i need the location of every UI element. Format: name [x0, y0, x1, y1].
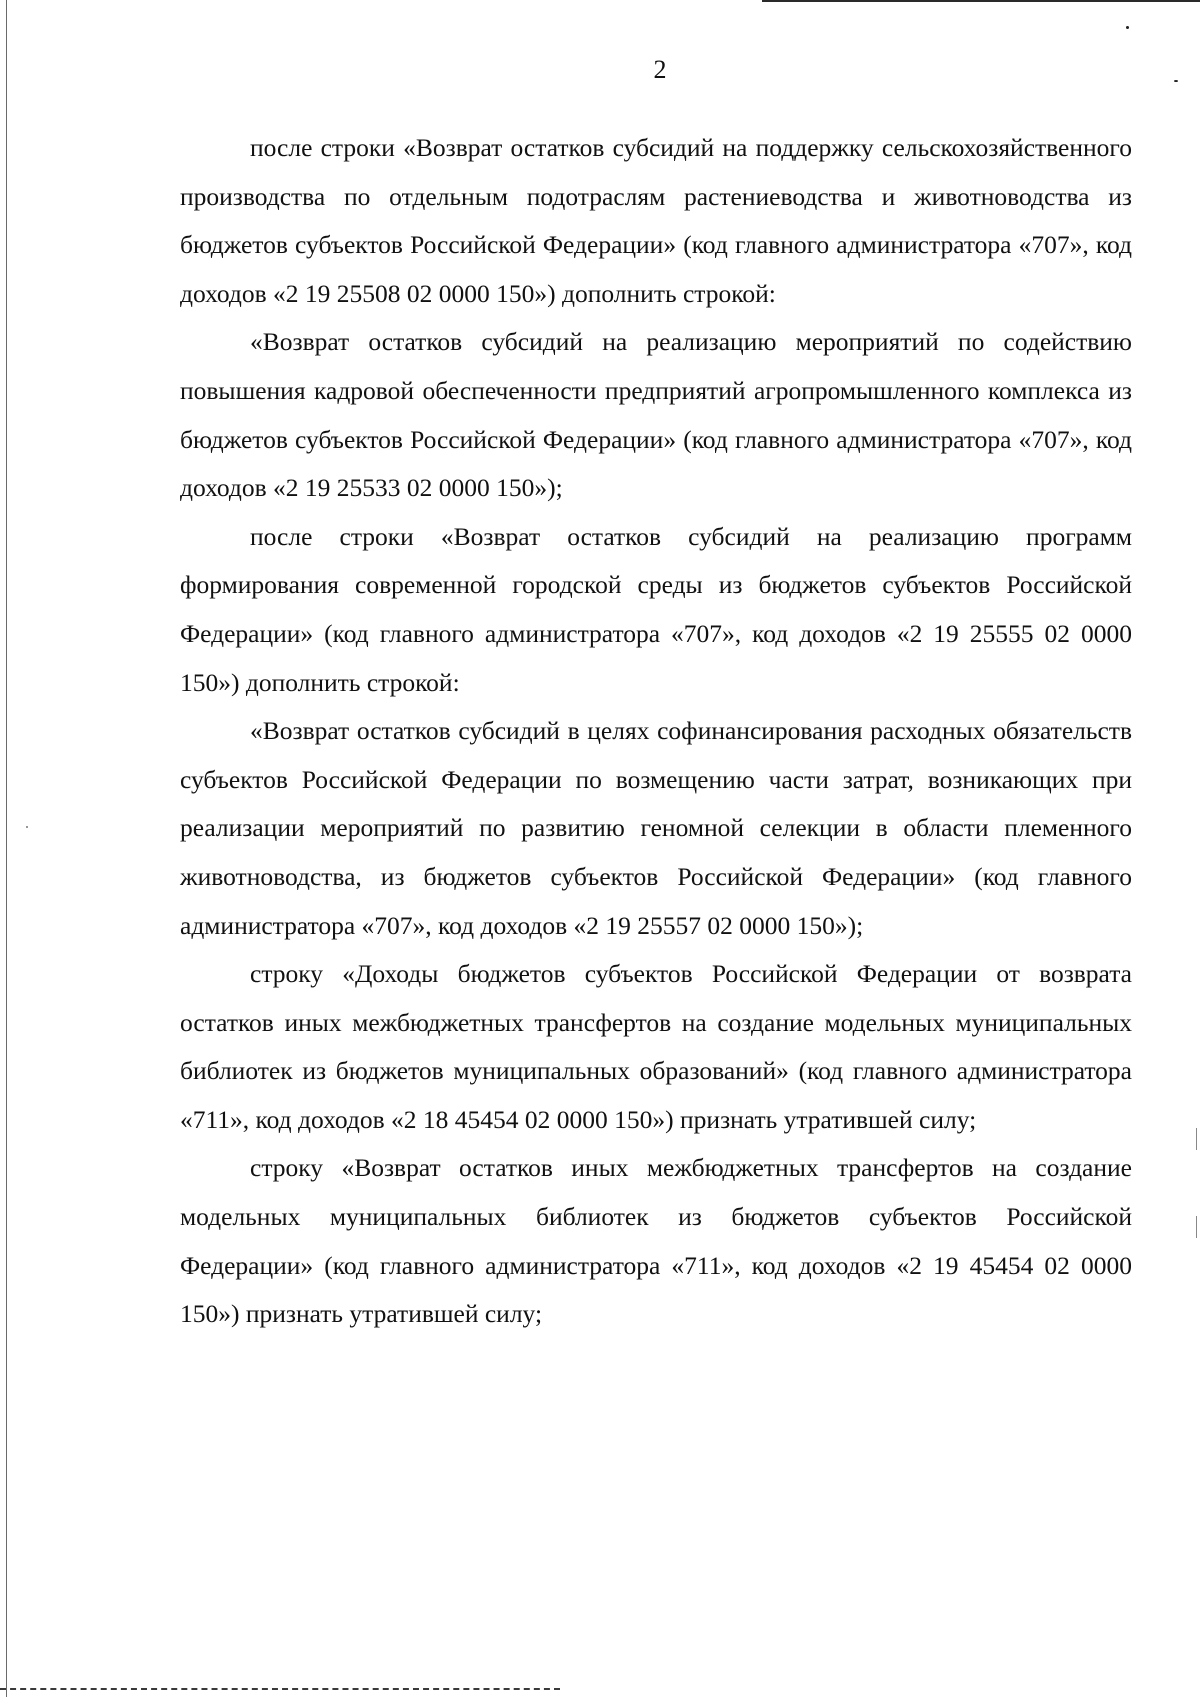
- paragraph: после строки «Возврат остатков субсидий на поддержку сельскохозяйственного производства по отдельным подотраслям растениеводства и животноводства из бюджетов субъектов Российской Федерации» (код главного администратора «707», код доходов «2 19 25508 02 0000 150») дополнить строкой:: [180, 133, 1132, 308]
- scan-speck: [1126, 26, 1129, 29]
- paragraph: «Возврат остатков субсидий в целях софинансирования расходных обязательств субъектов Российской Федерации по возмещению части затрат, возникающих при реализации мероприятий по развитию геномной селекции в области племенного животноводства, из бюджетов субъектов Российской Федерации» (код главного администратора «707», код доходов «2 19 25557 02 0000 150»);: [180, 716, 1132, 940]
- scan-edge-bottom: [0, 1688, 560, 1690]
- paragraph: строку «Возврат остатков иных межбюджетных трансфертов на создание модельных муниципальных библиотек из бюджетов субъектов Российской Федерации» (код главного администратора «711», код доходов «2 19 45454 02 0000 150») признать утратившей силу;: [180, 1153, 1132, 1329]
- paragraph: после строки «Возврат остатков субсидий на реализацию программ формирования современной городской среды из бюджетов субъектов Российской Федерации» (код главного администратора «707», код доходов «2 19 25555 02 0000 150») дополнить строкой:: [180, 521, 1132, 697]
- scan-edge-top: [762, 0, 1200, 2]
- document-body: [180, 124, 1132, 1339]
- scan-mark: [1196, 1128, 1197, 1150]
- scan-speck: [26, 826, 28, 828]
- scan-edge-left: [6, 0, 7, 1697]
- scan-speck: [1174, 80, 1178, 82]
- page-number: 2: [653, 55, 667, 84]
- paragraph: строку «Доходы бюджетов субъектов Российской Федерации от возврата остатков иных межбюджетных трансфертов на создание модельных муниципальных библиотек из бюджетов муниципальных образований» (код главного администратора «711», код доходов «2 18 45454 02 0000 150») признать утратившей силу;: [180, 959, 1132, 1134]
- paragraph: «Возврат остатков субсидий на реализацию мероприятий по содействию повышения кадровой обеспеченности предприятий агропромышленного комплекса из бюджетов субъектов Российской Федерации» (код главного администратора «707», код доходов «2 19 25533 02 0000 150»);: [180, 327, 1132, 503]
- scan-mark: [1196, 1216, 1197, 1238]
